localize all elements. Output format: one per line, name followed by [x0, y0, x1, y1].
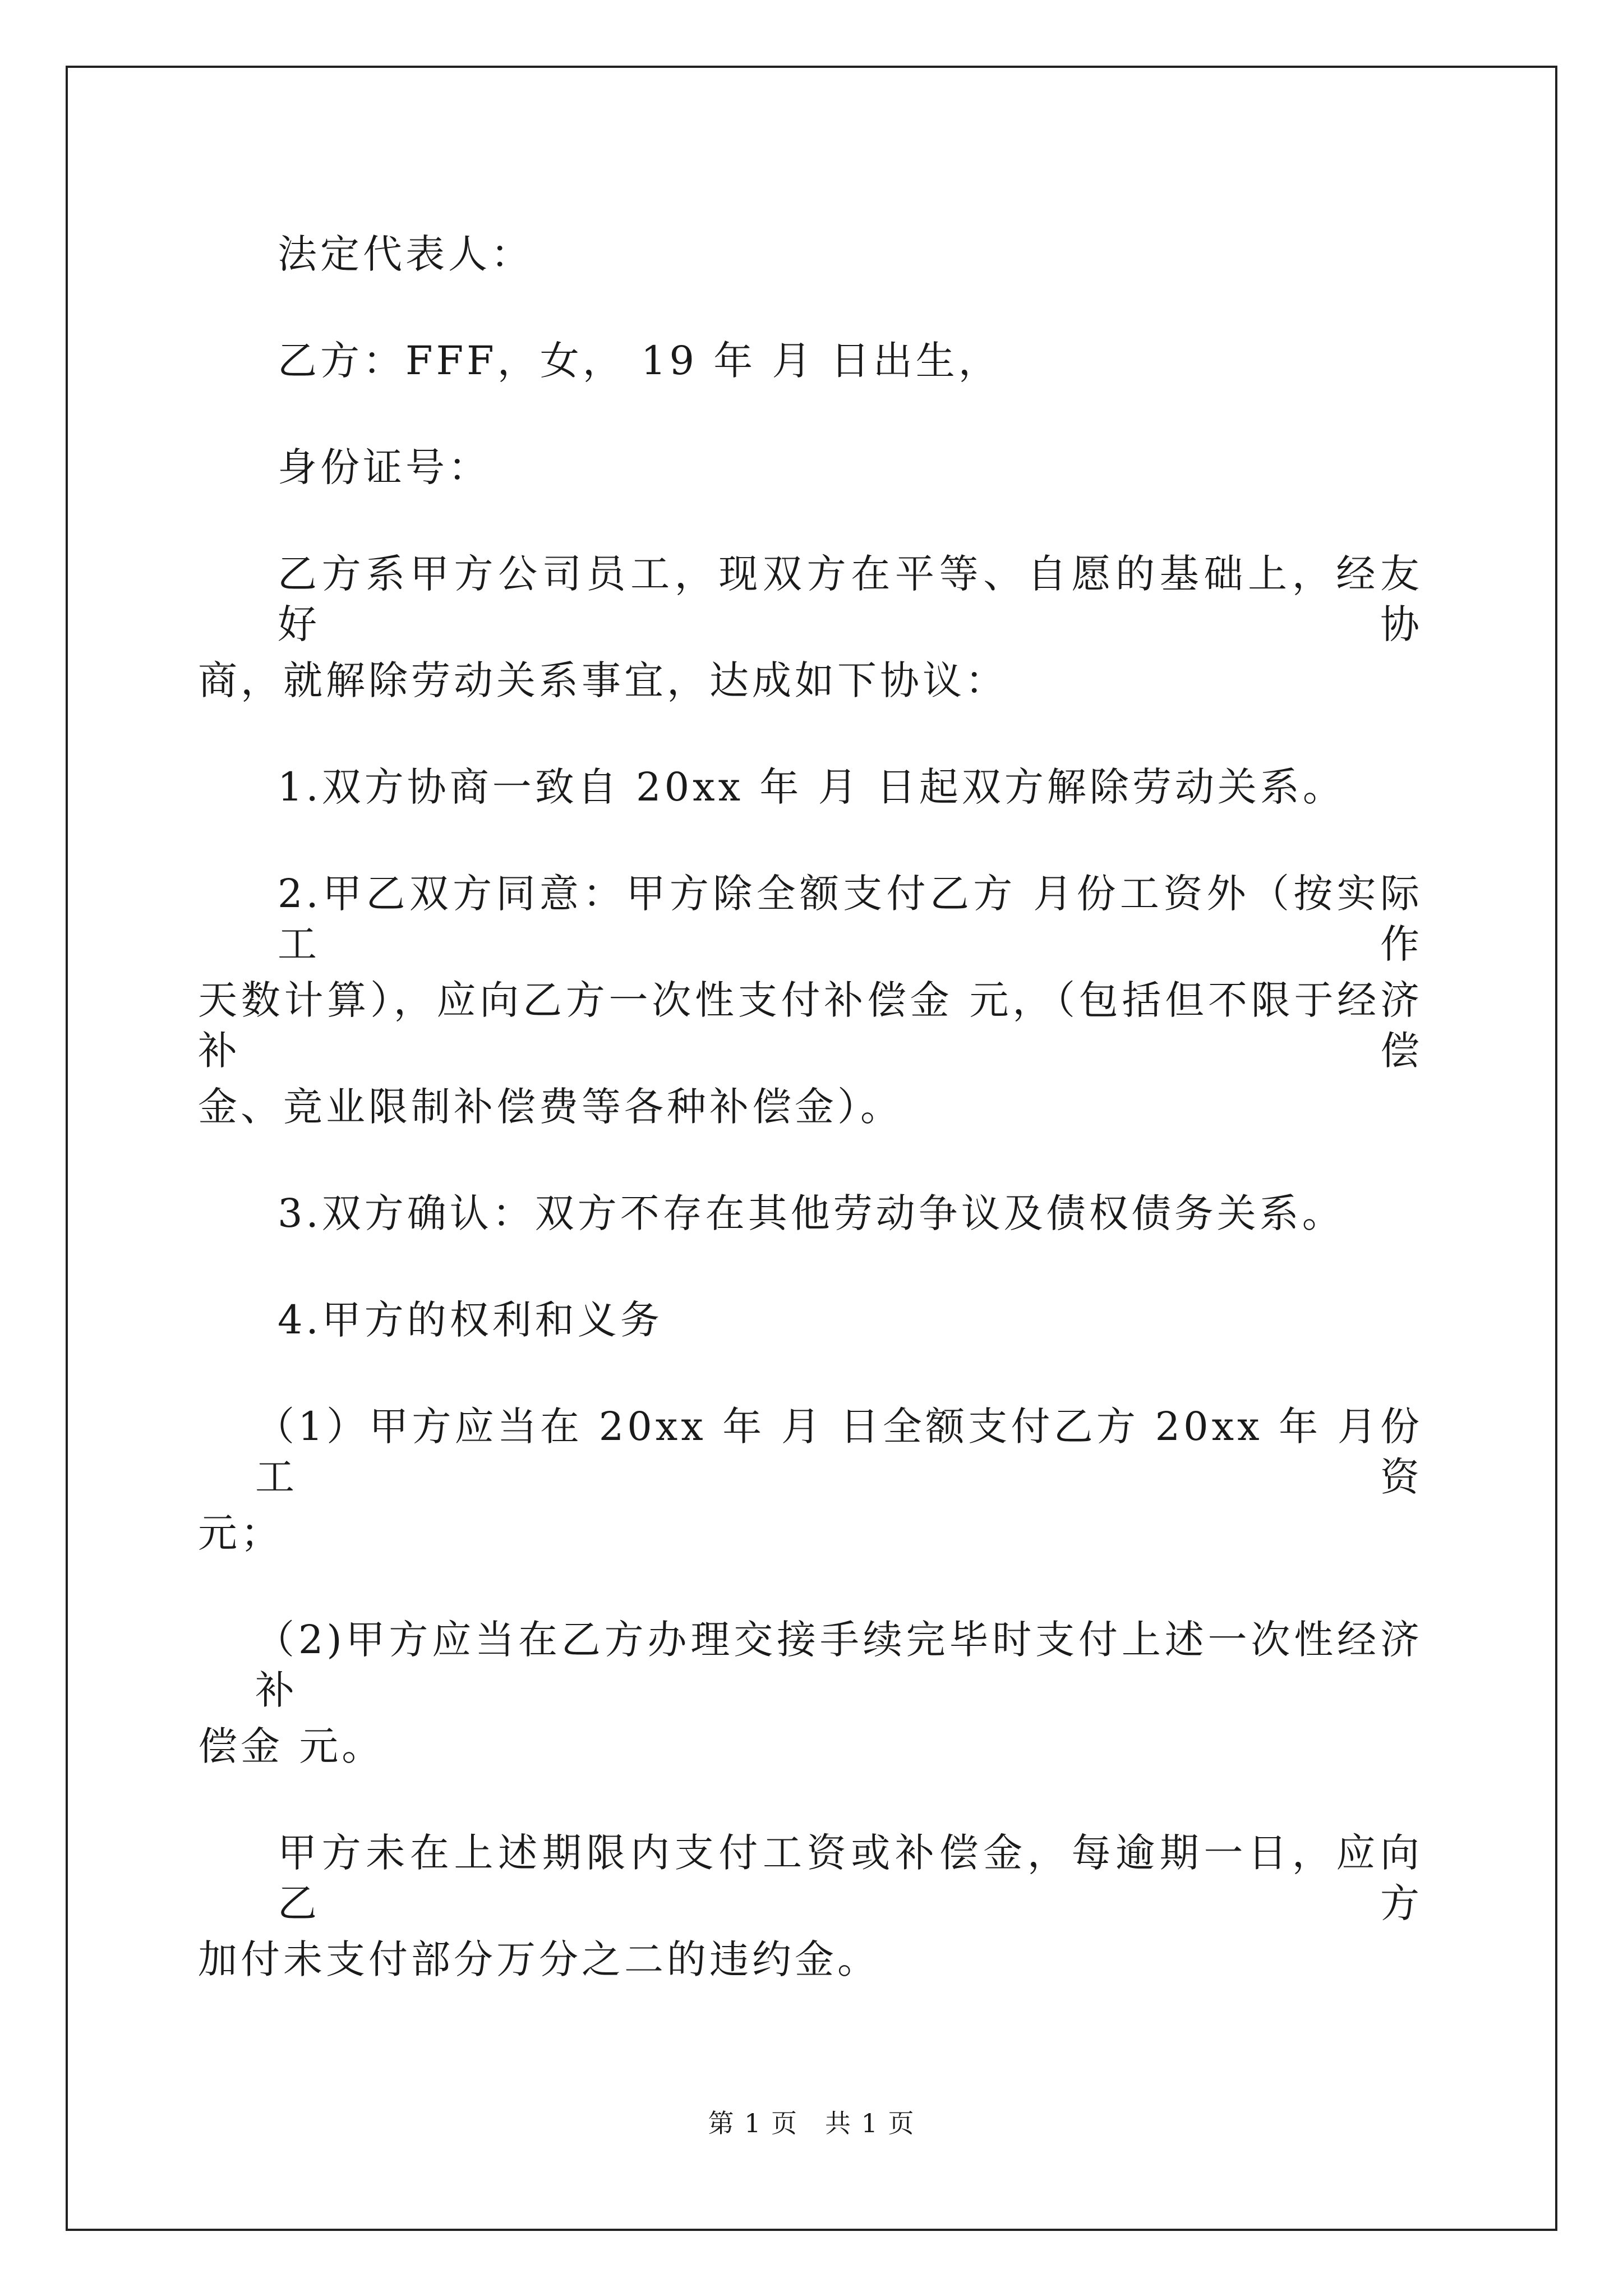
page-number-footer: 第 1 页 共 1 页 — [708, 2108, 915, 2138]
penalty-line-1: 甲方未在上述期限内支付工资或补偿金，每逾期一日，应向乙方 — [278, 1830, 1423, 1926]
clause-4-item-1-line-1: （1）甲方应当在 20xx 年 月 日全额支付乙方 20xx 年 月份工资 — [255, 1404, 1423, 1500]
clause-4-item-2-line-2: 偿金 元。 — [198, 1723, 385, 1769]
penalty-line-2: 加付未支付部分万分之二的违约金。 — [198, 1936, 880, 1982]
id-number-line: 身份证号： — [278, 444, 491, 490]
clause-4-heading: 4.甲方的权利和义务 — [278, 1297, 663, 1343]
clause-1: 1.双方协商一致自 20xx 年 月 日起双方解除劳动关系。 — [278, 764, 1345, 810]
clause-3: 3.双方确认：双方不存在其他劳动争议及债权债务关系。 — [278, 1190, 1345, 1236]
clause-4-item-1-line-2: 元； — [198, 1510, 283, 1556]
clause-2-line-1: 2.甲乙双方同意：甲方除全额支付乙方 月份工资外（按实际工作 — [278, 871, 1423, 967]
party-b-info-line: 乙方：FFF，女， 19 年 月 日出生， — [278, 338, 1001, 384]
preamble-line-1: 乙方系甲方公司员工，现双方在平等、自愿的基础上，经友好协 — [278, 551, 1423, 647]
legal-representative-line: 法定代表人： — [278, 231, 533, 277]
clause-4-item-2-line-1: （2)甲方应当在乙方办理交接手续完毕时支付上述一次性经济补 — [255, 1617, 1423, 1713]
preamble-line-2: 商，就解除劳动关系事宜，达成如下协议： — [198, 657, 1008, 703]
clause-2-line-3: 金、竞业限制补偿费等各种补偿金）。 — [198, 1084, 903, 1130]
clause-2-line-2: 天数计算），应向乙方一次性支付补偿金 元，（包括但不限于经济补偿 — [198, 977, 1423, 1074]
